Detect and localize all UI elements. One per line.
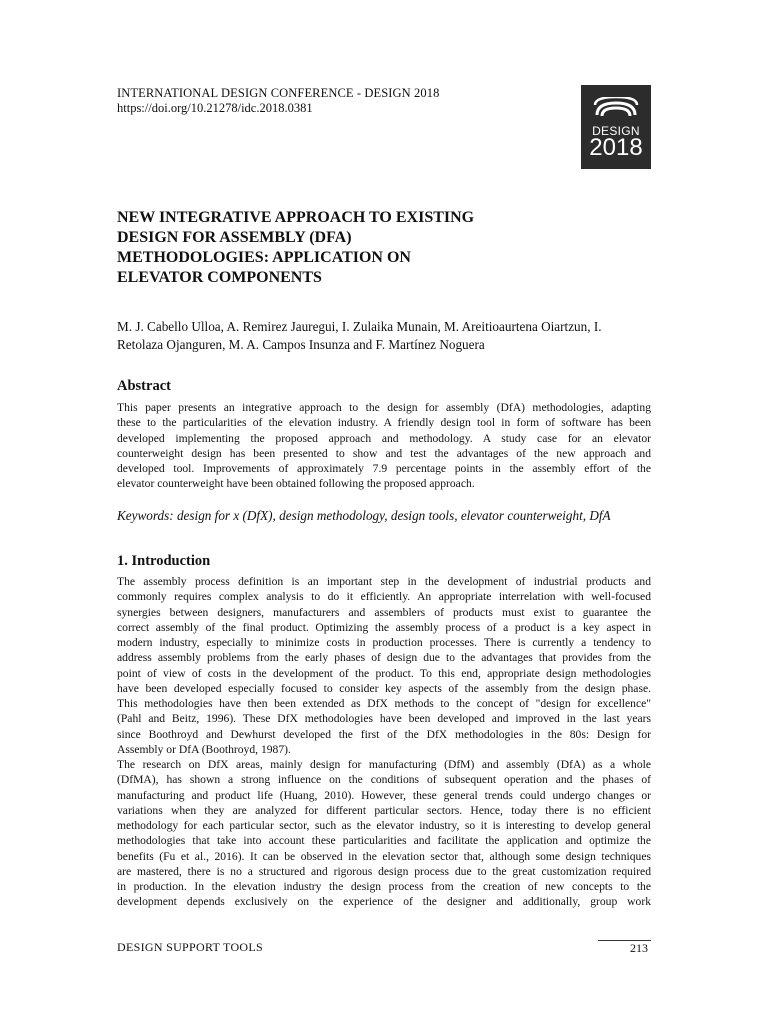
keywords: Keywords: design for x (DfX), design methodology, design tools, elevator counterweight, DfA [117, 508, 611, 523]
intro-line: commonly requires complex analysis to do it efficiently. An appropriate interrelation with well-focused [117, 590, 651, 604]
abstract-line: these to the particularities of the elevation industry. A friendly design tool in form of software has been [117, 416, 651, 430]
intro-line: development depends exclusively on the experience of the designer and additionally, group work [117, 895, 651, 909]
title-line: NEW INTEGRATIVE APPROACH TO EXISTING [117, 209, 475, 226]
intro-line: address assembly problems from the early phases of design due to the advantages that provides from the [117, 651, 651, 665]
intro-line: point of view of costs in the development of the product. To this end, appropriate design methodologies [117, 666, 651, 680]
intro-line: The assembly process definition is an important step in the development of industrial products and [117, 575, 651, 588]
intro-line: correct assembly of the final product. Optimizing the assembly process of a product is a key aspect in [117, 620, 651, 634]
intro-line: This methodologies have then been extended as DfX methods to the concept of "design for excellence" [117, 697, 651, 710]
page-number: 213 [630, 941, 648, 955]
abstract-line: counterweight design has been presented to show and test the advantages of the new approach and [117, 446, 651, 460]
abstract-line: elevator counterweight have been obtained following the proposed approach. [117, 477, 475, 491]
abstract-line: This paper presents an integrative approach to the design for assembly (DfA) methodologies, adapting [117, 401, 651, 414]
intro-line: manufacturing and product life (Huang, 2010). However, these general trends could undergo changes or [117, 788, 651, 802]
abstract-line: developed implementing the proposed approach and methodology. A study case for an elevator [117, 431, 651, 445]
design-arches-icon [593, 97, 639, 117]
abstract-heading: Abstract [117, 378, 171, 394]
author-list [117, 318, 657, 353]
intro-line: variations when they are analyzed for different particular sectors. Hence, today there is no efficient [117, 803, 651, 817]
intro-line: modern industry, especially to minimize costs in production processes. There is currently a tendency to [117, 636, 651, 649]
title-line: ELEVATOR COMPONENTS [117, 269, 322, 286]
intro-line: methodologies that take into account these particularities and facilitate the application and optimize the [117, 834, 651, 848]
logo-year: 2018 [589, 134, 643, 161]
author-line: Retolaza Ojanguren, M. A. Campos Insunza and F. Martínez Noguera [117, 336, 485, 352]
abstract-line: developed tool. Improvements of approximately 7.9 percentage points in the assembly effort of the [117, 462, 651, 475]
intro-line: are mastered, there is no a structured and rigorous design process due to the great customization required [117, 864, 651, 878]
title-line: DESIGN FOR ASSEMBLY (DFA) [117, 229, 352, 246]
intro-line: benefits (Fu et al., 2016). It can be observed in the elevation sector that, although some design techniques [117, 849, 651, 863]
paper-title [117, 208, 557, 288]
intro-line: synergies between designers, manufacturers and assemblers of products must exist to guarantee the [117, 605, 651, 619]
author-line: M. J. Cabello Ulloa, A. Remirez Jauregui, I. Zulaika Munain, M. Areitioaurtena Oiartzun, I. [117, 319, 602, 334]
intro-line: (Pahl and Beitz, 1996). These DfX methodologies have been developed and improved in the last years [117, 712, 651, 726]
conference-name: INTERNATIONAL DESIGN CONFERENCE - DESIGN 2018 [117, 86, 440, 100]
introduction-text [117, 574, 651, 910]
intro-line: methodology for each particular sector, such as the elevator industry, so it is interesting to develop general [117, 819, 651, 832]
intro-line: since Boothroyd and Dewhurst developed the first of the DfX methodologies in the 80s: Design for [117, 727, 651, 741]
logo-word: DESIGN [592, 124, 640, 138]
doi-link[interactable]: https://doi.org/10.21278/idc.2018.0381 [117, 101, 313, 115]
intro-line: in production. In the elevation industry the design process from the creation of new concepts to the [117, 880, 651, 893]
introduction-heading: 1. Introduction [117, 553, 211, 569]
intro-line: have been developed especially focused to consider key aspects of the assembly from the design phase. [117, 681, 651, 695]
footer-section-name: DESIGN SUPPORT TOOLS [117, 940, 263, 954]
intro-line: Assembly or DfA (Boothroyd, 1987). [117, 742, 291, 756]
design-2018-logo [581, 85, 651, 169]
intro-line: (DfMA), has shown a strong influence on the conditions of subsequent operation and the phases of [117, 773, 651, 787]
title-line: METHODOLOGIES: APPLICATION ON [117, 249, 411, 266]
abstract-text [117, 400, 651, 492]
intro-line: The research on DfX areas, mainly design for manufacturing (DfM) and assembly (DfA) as a whole [117, 758, 651, 771]
